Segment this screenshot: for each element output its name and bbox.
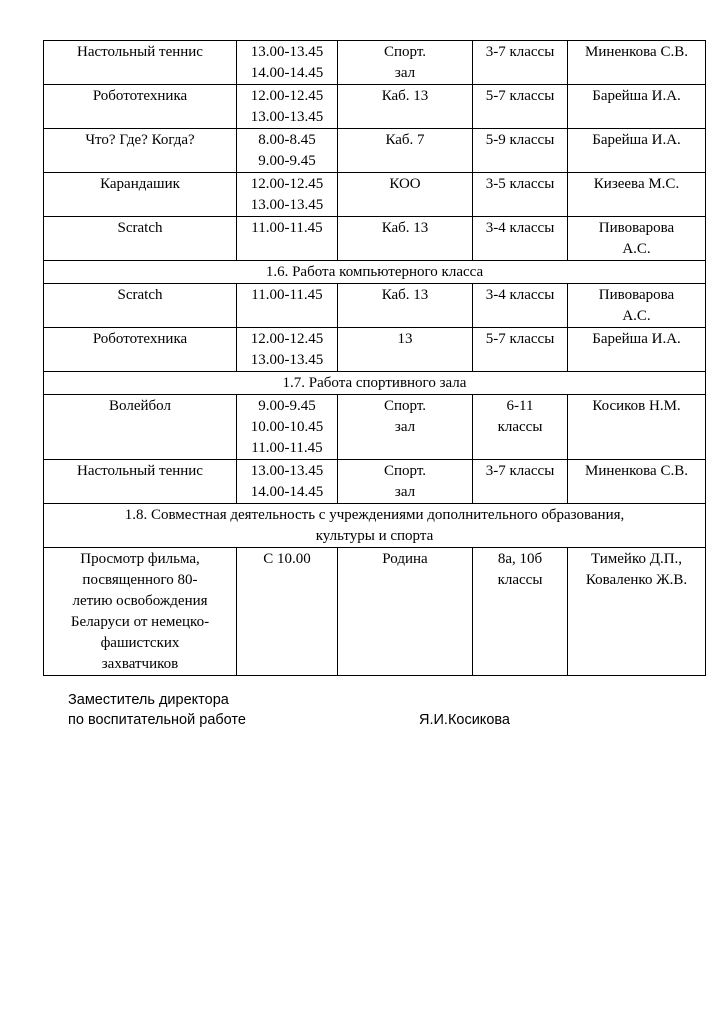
cell-activity (44, 129, 237, 173)
cell-teacher (568, 85, 706, 129)
cell-place (338, 85, 473, 129)
cell-time (237, 129, 338, 173)
table-row (44, 328, 706, 372)
place-line: зал (394, 65, 416, 81)
place-line: Каб. 13 (381, 88, 429, 104)
teacher-line: Миненкова С.В. (585, 44, 688, 60)
time-line: 13.00-13.45 (250, 109, 324, 125)
cell-teacher (568, 284, 706, 328)
place-line: Каб. 7 (385, 132, 425, 148)
activity-line: Просмотр фильма, (80, 551, 200, 567)
cell-place (338, 217, 473, 261)
cell-teacher (568, 41, 706, 85)
activity-line: Карандашик (100, 176, 180, 192)
cell-grades (473, 395, 568, 460)
signature-line-2: по воспитательной работе (68, 712, 246, 728)
schedule-table (43, 40, 706, 676)
cell-activity (44, 460, 237, 504)
place-line: Родина (382, 551, 428, 567)
teacher-line: Кизеева М.С. (593, 176, 680, 192)
cell-activity (44, 548, 237, 676)
table-row (44, 173, 706, 217)
time-line: 12.00-12.45 (250, 176, 324, 192)
time-line: 9.00-9.45 (258, 153, 316, 169)
grades-line: классы (497, 419, 543, 435)
section-title-line: 1.7. Работа спортивного зала (282, 375, 467, 391)
teacher-line: А.С. (622, 241, 651, 257)
time-line: 10.00-10.45 (250, 419, 324, 435)
teacher-line: А.С. (622, 308, 651, 324)
section-row (44, 372, 706, 395)
place-line: Спорт. (383, 44, 426, 60)
section-row (44, 504, 706, 548)
section-title (44, 372, 706, 395)
cell-place (338, 328, 473, 372)
activity-line: посвященного 80- (82, 572, 198, 588)
table-row (44, 41, 706, 85)
table-row (44, 129, 706, 173)
cell-teacher (568, 460, 706, 504)
place-line: Спорт. (383, 398, 426, 414)
cell-time (237, 41, 338, 85)
cell-place (338, 395, 473, 460)
grades-line: 5-7 классы (485, 88, 555, 104)
time-line: 13.00-13.45 (250, 352, 324, 368)
place-line: Каб. 13 (381, 287, 429, 303)
cell-grades (473, 460, 568, 504)
teacher-line: Косиков Н.М. (592, 398, 681, 414)
activity-line: Scratch (117, 287, 163, 303)
teacher-line: Тимейко Д.П., (590, 551, 683, 567)
place-line: КОО (389, 176, 421, 192)
activity-line: летию освобождения (72, 593, 208, 609)
cell-teacher (568, 173, 706, 217)
table-row (44, 85, 706, 129)
cell-activity (44, 173, 237, 217)
time-line: 13.00-13.45 (250, 463, 324, 479)
time-line: 11.00-11.45 (251, 287, 323, 303)
time-line: 11.00-11.45 (251, 220, 323, 236)
grades-line: 3-7 классы (485, 463, 555, 479)
activity-line: Робототехника (92, 331, 188, 347)
table-row (44, 395, 706, 460)
place-line: зал (394, 419, 416, 435)
cell-activity (44, 328, 237, 372)
cell-time (237, 284, 338, 328)
cell-place (338, 41, 473, 85)
grades-line: 3-4 классы (485, 287, 555, 303)
section-title-line: 1.6. Работа компьютерного класса (265, 264, 484, 280)
section-title-line: 1.8. Совместная деятельность с учреждениями дополнительного образования, (124, 507, 625, 523)
table-row (44, 548, 706, 676)
time-line: С 10.00 (263, 551, 311, 567)
cell-place (338, 460, 473, 504)
activity-line: Волейбол (109, 398, 171, 414)
section-title-line: культуры и спорта (315, 528, 434, 544)
activity-line: Scratch (117, 220, 163, 236)
cell-activity (44, 41, 237, 85)
cell-activity (44, 217, 237, 261)
cell-grades (473, 173, 568, 217)
cell-time (237, 460, 338, 504)
section-title (44, 504, 706, 548)
table-row (44, 284, 706, 328)
time-line: 13.00-13.45 (250, 44, 324, 60)
time-line: 8.00-8.45 (258, 132, 316, 148)
time-line: 11.00-11.45 (251, 440, 323, 456)
activity-line: фашистских (100, 635, 180, 651)
time-line: 12.00-12.45 (250, 88, 324, 104)
time-line: 12.00-12.45 (250, 331, 324, 347)
grades-line: классы (497, 572, 543, 588)
cell-time (237, 395, 338, 460)
cell-teacher (568, 217, 706, 261)
teacher-line: Барейша И.А. (592, 132, 681, 148)
table-row (44, 460, 706, 504)
teacher-line: Миненкова С.В. (585, 463, 688, 479)
place-line: Каб. 13 (381, 220, 429, 236)
teacher-line: Пивоварова (598, 287, 675, 303)
time-line: 14.00-14.45 (250, 65, 324, 81)
signature-position (68, 690, 246, 730)
place-line: зал (394, 484, 416, 500)
cell-activity (44, 284, 237, 328)
table-row (44, 217, 706, 261)
grades-line: 5-7 классы (485, 331, 555, 347)
teacher-line: Коваленко Ж.В. (585, 572, 688, 588)
section-title (44, 261, 706, 284)
activity-line: Настольный теннис (77, 44, 203, 60)
activity-line: захватчиков (101, 656, 179, 672)
grades-line: 3-7 классы (485, 44, 555, 60)
cell-teacher (568, 395, 706, 460)
grades-line: 5-9 классы (485, 132, 555, 148)
grades-line: 6-11 (506, 398, 534, 414)
cell-time (237, 217, 338, 261)
cell-time (237, 85, 338, 129)
teacher-line: Пивоварова (598, 220, 675, 236)
cell-time (237, 548, 338, 676)
cell-grades (473, 85, 568, 129)
cell-grades (473, 284, 568, 328)
cell-grades (473, 548, 568, 676)
activity-line: Беларуси от немецко- (70, 614, 210, 630)
teacher-line: Барейша И.А. (592, 88, 681, 104)
cell-activity (44, 85, 237, 129)
cell-time (237, 173, 338, 217)
activity-line: Что? Где? Когда? (85, 132, 195, 148)
cell-teacher (568, 548, 706, 676)
grades-line: 8а, 10б (497, 551, 543, 567)
signature-line-1: Заместитель директора (68, 692, 229, 708)
cell-grades (473, 217, 568, 261)
signature-name: Я.И.Косикова (419, 712, 510, 728)
place-line: 13 (397, 331, 413, 347)
activity-line: Робототехника (92, 88, 188, 104)
cell-grades (473, 328, 568, 372)
teacher-line: Барейша И.А. (592, 331, 681, 347)
cell-time (237, 328, 338, 372)
cell-place (338, 129, 473, 173)
time-line: 9.00-9.45 (258, 398, 316, 414)
section-row (44, 261, 706, 284)
activity-line: Настольный теннис (77, 463, 203, 479)
schedule-body (44, 41, 706, 676)
grades-line: 3-5 классы (485, 176, 555, 192)
cell-place (338, 548, 473, 676)
time-line: 13.00-13.45 (250, 197, 324, 213)
place-line: Спорт. (383, 463, 426, 479)
cell-activity (44, 395, 237, 460)
grades-line: 3-4 классы (485, 220, 555, 236)
cell-teacher (568, 129, 706, 173)
cell-grades (473, 41, 568, 85)
cell-grades (473, 129, 568, 173)
cell-place (338, 173, 473, 217)
cell-teacher (568, 328, 706, 372)
cell-place (338, 284, 473, 328)
time-line: 14.00-14.45 (250, 484, 324, 500)
